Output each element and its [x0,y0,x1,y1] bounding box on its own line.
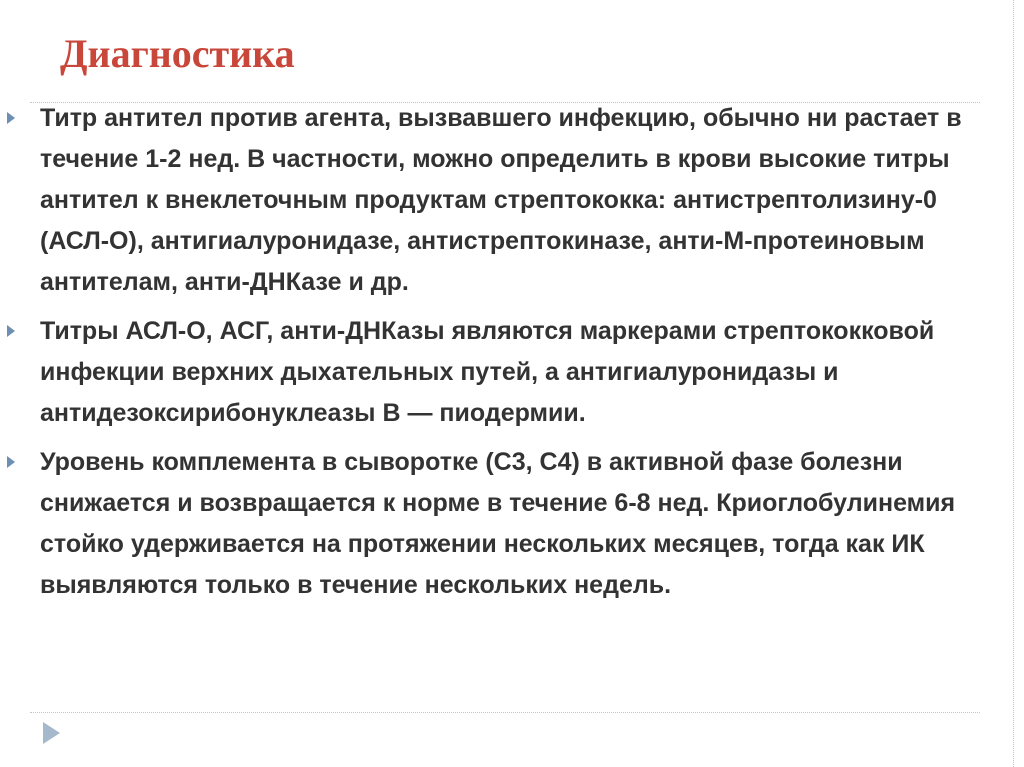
bottom-dotted-rule [30,712,980,713]
triangle-right-icon [7,112,15,124]
slide-title: Диагностика [60,31,295,76]
triangle-right-icon [7,325,15,337]
right-dotted-rule [1013,0,1014,767]
corner-triangle-icon [43,722,60,744]
triangle-right-icon [7,456,15,468]
bullet-item-titer [40,98,990,303]
bullet-item-markers [40,311,990,434]
bullet-text: Уровень комплемента в сыворотке (С3, С4) в активной фазе болезни снижается и возвращается к норме в течение 6-8 нед. Криоглобулинемия стойко удерживается на протяжении нескольких месяцев, тогда как ИК выявляются только в течение нескольких недель. [40,448,956,599]
bullet-item-complement [40,442,990,606]
bullet-text: Титры АСЛ-О, АСГ, анти-ДНКазы являются маркерами стрептококковой инфекции верхних дыхательных путей, а антигиалуронидазы и антидезоксирибонуклеазы В — пиодермии. [40,317,935,427]
bullet-list [40,98,990,614]
bullet-text: Титр антител против агента, вызвавшего инфекцию, обычно ни растает в течение 1-2 нед. В частности, можно определить в крови высокие титры антител к внеклеточным продуктам стрептококка: антистрептолизину-0 (АСЛ-О), антигиалуронидазе, антистрептокиназе, анти-М-протеиновым антителам, анти-ДНКазе и др. [40,104,962,296]
